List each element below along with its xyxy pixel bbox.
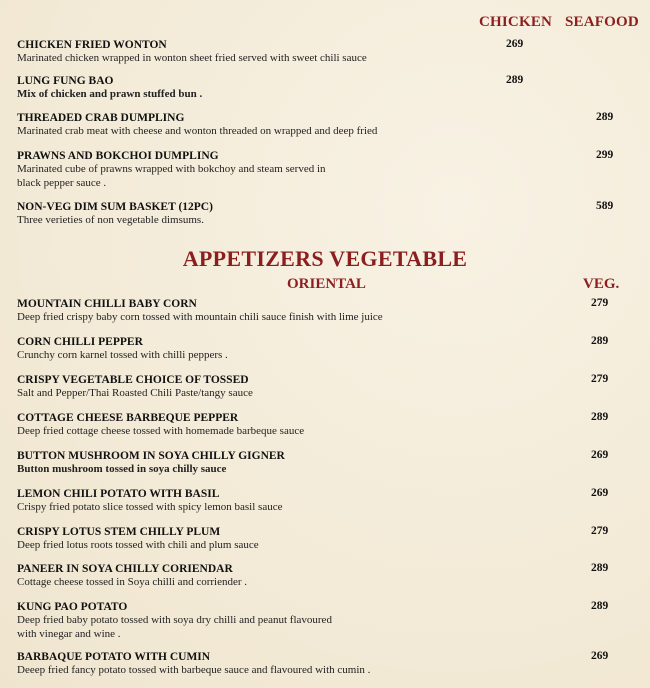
chicken-column-header: CHICKEN — [479, 14, 553, 30]
menu-item — [17, 525, 637, 553]
item-description: Crunchy corn karnel tossed with chilli peppers . — [17, 349, 228, 361]
item-name: MOUNTAIN CHILLI BABY CORN — [17, 298, 197, 310]
menu-item — [17, 149, 637, 190]
item-description: Deep fried baby potato tossed with soya dry chilli and peanut flavoured with vinegar and wine . — [17, 614, 332, 640]
item-name: COTTAGE CHEESE BARBEQUE PEPPER — [17, 412, 239, 424]
item-name: BUTTON MUSHROOM IN SOYA CHILLY GIGNER — [17, 450, 285, 462]
item-description: Salt and Pepper/Thai Roasted Chili Paste/tangy sauce — [17, 387, 253, 399]
item-name: PANEER IN SOYA CHILLY CORIENDAR — [17, 563, 233, 575]
item-name: CORN CHILLI PEPPER — [17, 336, 143, 348]
item-price-veg: 289 — [591, 562, 609, 574]
menu-item — [17, 411, 637, 439]
item-price-veg: 269 — [591, 650, 609, 662]
item-price-veg: 279 — [591, 297, 609, 309]
menu-item — [17, 373, 637, 401]
item-price-seafood: 299 — [596, 149, 614, 161]
section-subtitle: ORIENTAL — [287, 276, 366, 292]
menu-item — [17, 38, 637, 66]
item-name: NON-VEG DIM SUM BASKET (12PC) — [17, 201, 213, 213]
item-name: CHICKEN FRIED WONTON — [17, 39, 167, 51]
item-description: Deep fried lotus roots tossed with chili and plum sauce — [17, 539, 259, 551]
item-description: Deeep fried fancy potato tossed with barbeque sauce and flavoured with cumin . — [17, 664, 371, 676]
item-description: Button mushroom tossed in soya chilly sauce — [17, 463, 227, 475]
seafood-column-header: SEAFOOD — [565, 14, 639, 30]
menu-item — [17, 449, 637, 477]
item-price-veg: 289 — [591, 411, 609, 423]
item-description: Crispy fried potato slice tossed with spicy lemon basil sauce — [17, 501, 283, 513]
item-price-veg: 289 — [591, 600, 609, 612]
item-name: CRISPY VEGETABLE CHOICE OF TOSSED — [17, 374, 249, 386]
item-name: LUNG FUNG BAO — [17, 75, 114, 87]
menu-item — [17, 335, 637, 363]
item-name: LEMON CHILI POTATO WITH BASIL — [17, 488, 220, 500]
item-description: Deep fried crispy baby corn tossed with mountain chili sauce finish with lime juice — [17, 311, 383, 323]
item-description: Mix of chicken and prawn stuffed bun . — [17, 88, 203, 100]
menu-item — [17, 600, 637, 641]
menu-item — [17, 200, 637, 228]
item-name: THREADED CRAB DUMPLING — [17, 112, 185, 124]
item-description: Three verieties of non vegetable dimsums. — [17, 214, 204, 226]
item-price-seafood: 589 — [596, 200, 614, 212]
item-name: BARBAQUE POTATO WITH CUMIN — [17, 651, 211, 663]
item-description: Marinated crab meat with cheese and wonton threaded on wrapped and deep fried — [17, 125, 378, 137]
veg-column-header: VEG. — [583, 276, 620, 292]
item-name: KUNG PAO POTATO — [17, 601, 128, 613]
item-price-chicken: 269 — [506, 38, 524, 50]
item-price-veg: 289 — [591, 335, 609, 347]
item-name: CRISPY LOTUS STEM CHILLY PLUM — [17, 526, 221, 538]
item-price-veg: 279 — [591, 525, 609, 537]
item-description: Marinated chicken wrapped in wonton sheet fried served with sweet chili sauce — [17, 52, 367, 64]
section-title: APPETIZERS VEGETABLE — [182, 246, 468, 271]
item-name: PRAWNS AND BOKCHOI DUMPLING — [17, 150, 219, 162]
item-price-veg: 279 — [591, 373, 609, 385]
menu-item — [17, 111, 637, 139]
menu-item — [17, 297, 637, 325]
menu-item — [17, 650, 637, 678]
item-price-seafood: 289 — [596, 111, 614, 123]
item-description: Marinated cube of prawns wrapped with bokchoy and steam served in black pepper sauce . — [17, 163, 326, 189]
item-price-veg: 269 — [591, 487, 609, 499]
menu-item — [17, 487, 637, 515]
item-description: Deep fried cottage cheese tossed with homemade barbeque sauce — [17, 425, 305, 437]
item-price-chicken: 289 — [506, 74, 524, 86]
menu-item — [17, 74, 637, 102]
menu-item — [17, 562, 637, 590]
item-price-veg: 269 — [591, 449, 609, 461]
item-description: Cottage cheese tossed in Soya chilli and corriender . — [17, 576, 248, 588]
